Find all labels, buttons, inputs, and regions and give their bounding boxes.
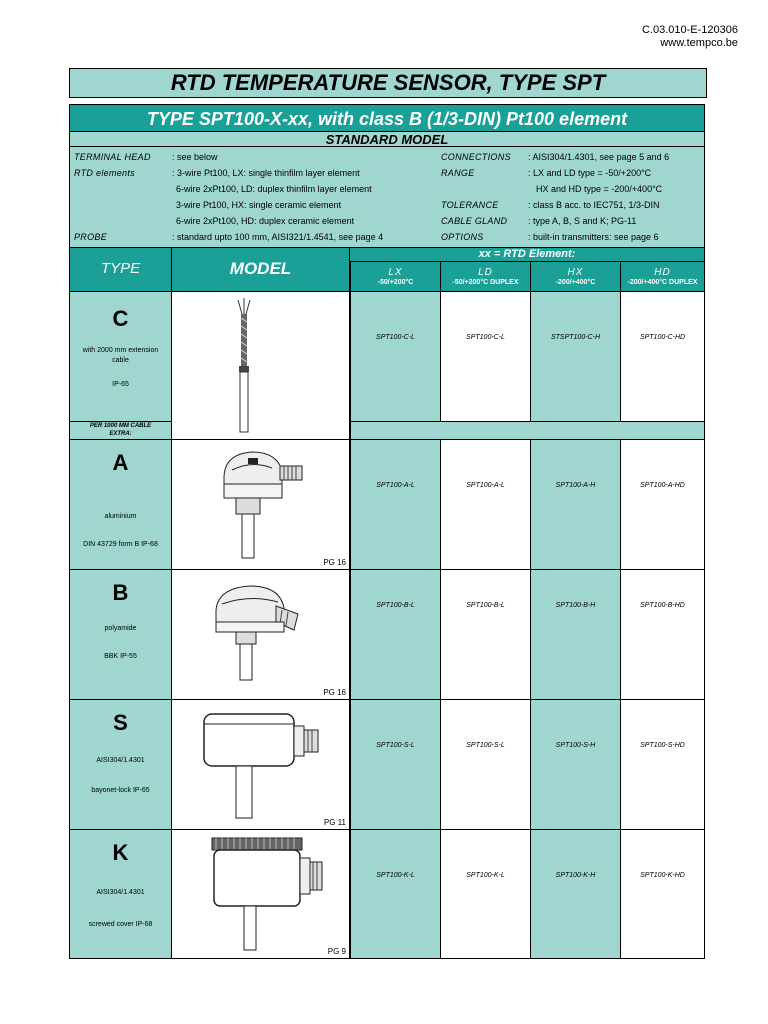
table-cell-code: SPT100-C-L [350,291,440,421]
table-row-type-s [70,699,172,829]
standard-model-label: STANDARD MODEL [70,131,704,147]
spec-value: 6-wire 2xPt100, LD: duplex thinfilm layer element [176,184,372,194]
table-cell-code: SPT100-S-L [440,699,530,829]
table-subtitle: TYPE SPT100-X-xx, with class B (1/3-DIN) Pt100 element [70,105,704,131]
spec-label: CONNECTIONS [441,152,511,162]
type-description: with 2000 mm extension cable [82,347,159,364]
specifications-block [70,147,704,247]
table-cell-code: STSPT100-C-H [530,291,620,421]
spec-value: : class B acc. to IEC751, 1/3-DIN [528,200,660,210]
type-column-header: TYPE [70,247,172,291]
model-column-header: MODEL [172,247,350,291]
table-cell-code: SPT100-A-L [350,439,440,569]
table-cell-code: SPT100-K-L [440,829,530,958]
type-description: aluminium [104,513,137,520]
spec-label: RTD elements [74,168,135,178]
table-cell-code: SPT100-B-L [440,569,530,699]
type-description: AISI304/1.4301 [96,889,145,896]
table-cell-code: SPT100-C-HD [620,291,704,421]
table-cell-code: SPT100-S-H [530,699,620,829]
stainless-head-icon [172,700,348,828]
model-image-c [172,291,350,439]
table-cell-code: SPT100-K-H [530,829,620,958]
table-cell-code: SPT100-A-HD [620,439,704,569]
table-row-type-k [70,829,172,958]
model-image-a [172,439,350,569]
type-letter: C [112,306,129,331]
type-description: polyamide [104,625,137,632]
element-header-hx [530,261,620,291]
spec-value: : AISI304/1.4301, see page 5 and 6 [528,152,670,162]
element-range: -200/+400°C DUPLEX [627,279,698,286]
type-letter: B [112,580,129,605]
table-cell-code: SPT100-K-HD [620,829,704,958]
spec-label: PROBE [74,232,108,242]
model-image-b [172,569,350,699]
pg-label: PG 16 [323,688,346,697]
table-cell-code: SPT100-B-L [350,569,440,699]
product-table [69,104,705,959]
element-range: -200/+400°C [555,279,596,286]
spec-value: : LX and LD type = -50/+200°C [528,168,652,178]
element-name: HX [567,267,584,278]
cable-probe-icon [172,292,348,438]
website-link[interactable]: www.tempco.be [660,37,738,49]
spec-label: OPTIONS [441,232,484,242]
table-cell-code: SPT100-S-HD [620,699,704,829]
type-protection: BBK IP-55 [104,653,137,660]
type-letter: A [112,450,129,475]
element-header-lx [350,261,440,291]
spec-label: CABLE GLAND [441,216,508,226]
spec-value: HX and HD type = -200/+400°C [536,184,663,194]
type-protection: DIN 43729 form B IP-68 [83,541,158,548]
screwed-cover-head-icon [172,830,348,957]
type-protection: IP-65 [112,381,129,388]
element-header-ld [440,261,530,291]
table-cell-code: SPT100-B-HD [620,569,704,699]
table-cell-code: SPT100-C-L [440,291,530,421]
document-reference [642,24,738,50]
table-cell-code: SPT100-K-L [350,829,440,958]
table-cell-code: SPT100-B-H [530,569,620,699]
table-row-type-b [70,569,172,699]
element-range: -50/+200°C DUPLEX [452,279,519,286]
rtd-element-header: xx = RTD Element: [350,247,704,261]
spec-value: : built-in transmitters: see page 6 [528,232,659,242]
spec-value: : see below [172,152,218,162]
table-cell-code: SPT100-A-H [530,439,620,569]
spec-value: 3-wire Pt100, HX: single ceramic element [176,200,342,210]
model-image-s [172,699,350,829]
pg-label: PG 16 [323,558,346,567]
element-header-hd [620,261,704,291]
aluminium-head-icon [172,440,348,568]
pg-label: PG 11 [323,818,346,827]
table-row-type-a [70,439,172,569]
spec-label: TERMINAL HEAD [74,152,151,162]
spec-value: : standard upto 100 mm, AISI321/1.4541, see page 4 [172,232,384,242]
table-cell-code: SPT100-A-L [440,439,530,569]
type-description: AISI304/1.4301 [96,757,145,764]
spec-value: : type A, B, S and K; PG-11 [528,216,637,226]
spec-value: 6-wire 2xPt100, HD: duplex ceramic element [176,216,355,226]
type-protection: screwed cover IP-68 [88,921,153,928]
spec-label: RANGE [441,168,475,178]
element-name: LX [388,267,403,278]
element-name: HD [654,267,671,278]
document-code: C.03.010-E-120306 [641,24,738,36]
model-image-k [172,829,350,958]
table-cell-code: SPT100-S-L [350,699,440,829]
cable-extra-band [350,421,704,439]
cable-extra-label: PER 1000 MM CABLE EXTRA: [70,421,172,439]
element-name: LD [478,267,493,278]
type-letter: K [112,840,129,865]
table-row-type-c [70,291,172,421]
polyamide-head-icon [172,570,348,698]
type-protection: bayonet-lock IP-65 [91,787,150,794]
pg-label: PG 9 [327,947,346,956]
spec-value: : 3-wire Pt100, LX: single thinfilm layer element [172,168,360,178]
page-title: RTD TEMPERATURE SENSOR, TYPE SPT [69,68,707,98]
spec-label: TOLERANCE [441,200,499,210]
type-letter: S [113,710,128,735]
element-range: -50/+200°C [377,279,414,286]
